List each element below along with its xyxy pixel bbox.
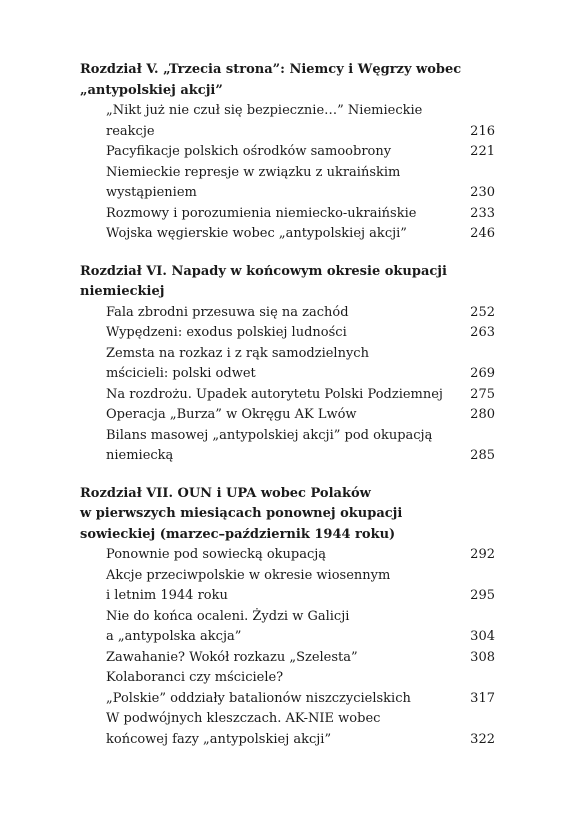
toc-entry [80,648,495,669]
toc-entry-title-line: Niemieckie represje w związku z ukraińskim [106,164,401,180]
toc-entry-title-line: a „antypolska akcja” [106,629,242,644]
toc-entry [80,566,495,607]
chapter-title [80,60,495,101]
toc-entry [80,405,495,426]
chapter-title-line: Rozdział V. „Trzecia strona”: Niemcy i Węgrzy wobec [80,62,462,77]
table-of-contents [80,60,495,767]
toc-entry [80,204,495,225]
toc-entry [80,224,495,245]
toc-entry-title-line: wystąpieniem [106,185,197,200]
toc-entry-title-line: Fala zbrodni przesuwa się na zachód [106,304,349,320]
page-number: 275 [470,386,495,402]
toc-entry-title-line: niemiecką [106,448,174,463]
chapter-title-line: Rozdział VII. OUN i UPA wobec Polaków [80,485,371,501]
page-number: 230 [470,185,495,200]
toc-entry-title-line: Nie do końca ocaleni. Żydzi w Galicji [106,608,350,624]
page-number: 304 [470,629,495,644]
toc-entry-title-line: W podwójnych kleszczach. AK-NIE wobec [106,711,381,726]
toc-entry-title-line: „Nikt już nie czuł się bezpiecznie…” Niemieckie [106,103,423,118]
page-number: 322 [470,731,495,747]
toc-entry-title-line: Ponownie pod sowiecką okupacją [106,547,327,562]
page-number: 280 [470,407,495,422]
toc-entry-title-line: Akcje przeciwpolskie w okresie wiosennym [106,567,391,583]
toc-entry [80,303,495,324]
page-number: 252 [470,304,495,320]
chapter-title-line: niemieckiej [80,284,165,299]
toc-entry [80,323,495,344]
toc-entry [80,426,495,467]
chapter-section [80,60,495,245]
toc-entry-title-line: końcowej fazy „antypolskiej akcji” [106,731,332,747]
toc-entry [80,344,495,385]
toc-entry-title-line: Zemsta na rozkaz i z rąk samodzielnych [106,345,369,361]
entry-list [80,303,495,467]
page-number: 317 [470,690,495,706]
toc-entry-title-line: „Polskie” oddziały batalionów niszczycielskich [106,690,411,706]
page-number: 292 [470,547,495,562]
page-number: 263 [470,325,495,340]
chapter-title [80,484,495,546]
page-number: 216 [470,123,495,139]
toc-entry-title-line: Wypędzeni: exodus polskiej ludności [106,325,347,340]
toc-entry-title-line: Wojska węgierskie wobec „antypolskiej akcji” [106,226,407,241]
page-number: 221 [470,144,495,159]
entry-list [80,545,495,750]
toc-entry-title-line: Zawahanie? Wokół rozkazu „Szelesta” [106,649,358,665]
chapter-section [80,484,495,751]
toc-entry-title-line: mścicieli: polski odwet [106,366,256,381]
toc-entry [80,142,495,163]
toc-entry [80,607,495,648]
entry-list [80,101,495,245]
page-number: 246 [470,226,495,241]
toc-entry [80,668,495,709]
toc-entry-title-line: i letnim 1944 roku [106,588,228,603]
toc-entry [80,101,495,142]
toc-entry-title-line: Pacyfikacje polskich ośrodków samoobrony [106,144,392,159]
chapter-title-line: sowieckiej (marzec–październik 1944 roku) [80,526,396,542]
toc-entry-title-line: reakcje [106,123,155,139]
chapter-title-line: „antypolskiej akcji” [80,82,223,98]
toc-entry [80,385,495,406]
toc-entry-title-line: Operacja „Burza” w Okręgu AK Lwów [106,407,357,422]
chapter-title [80,262,495,303]
page-number: 308 [470,649,495,665]
toc-entry [80,709,495,750]
page-number: 285 [470,448,495,463]
toc-entry-title-line: Na rozdrożu. Upadek autorytetu Polski Podziemnej [106,386,443,402]
chapter-section [80,262,495,467]
toc-entry-title-line: Bilans masowej „antypolskiej akcji” pod okupacją [106,427,433,443]
toc-entry [80,163,495,204]
toc-entry-title-line: Rozmowy i porozumienia niemiecko-ukraińskie [106,205,417,221]
toc-entry-title-line: Kolaboranci czy mściciele? [106,670,284,685]
toc-entry [80,545,495,566]
page-number: 295 [470,588,495,603]
chapter-title-line: w pierwszych miesiącach ponownej okupacji [80,506,403,521]
page-number: 233 [470,205,495,221]
page-number: 269 [470,366,495,381]
chapter-title-line: Rozdział VI. Napady w końcowym okresie okupacji [80,263,447,279]
